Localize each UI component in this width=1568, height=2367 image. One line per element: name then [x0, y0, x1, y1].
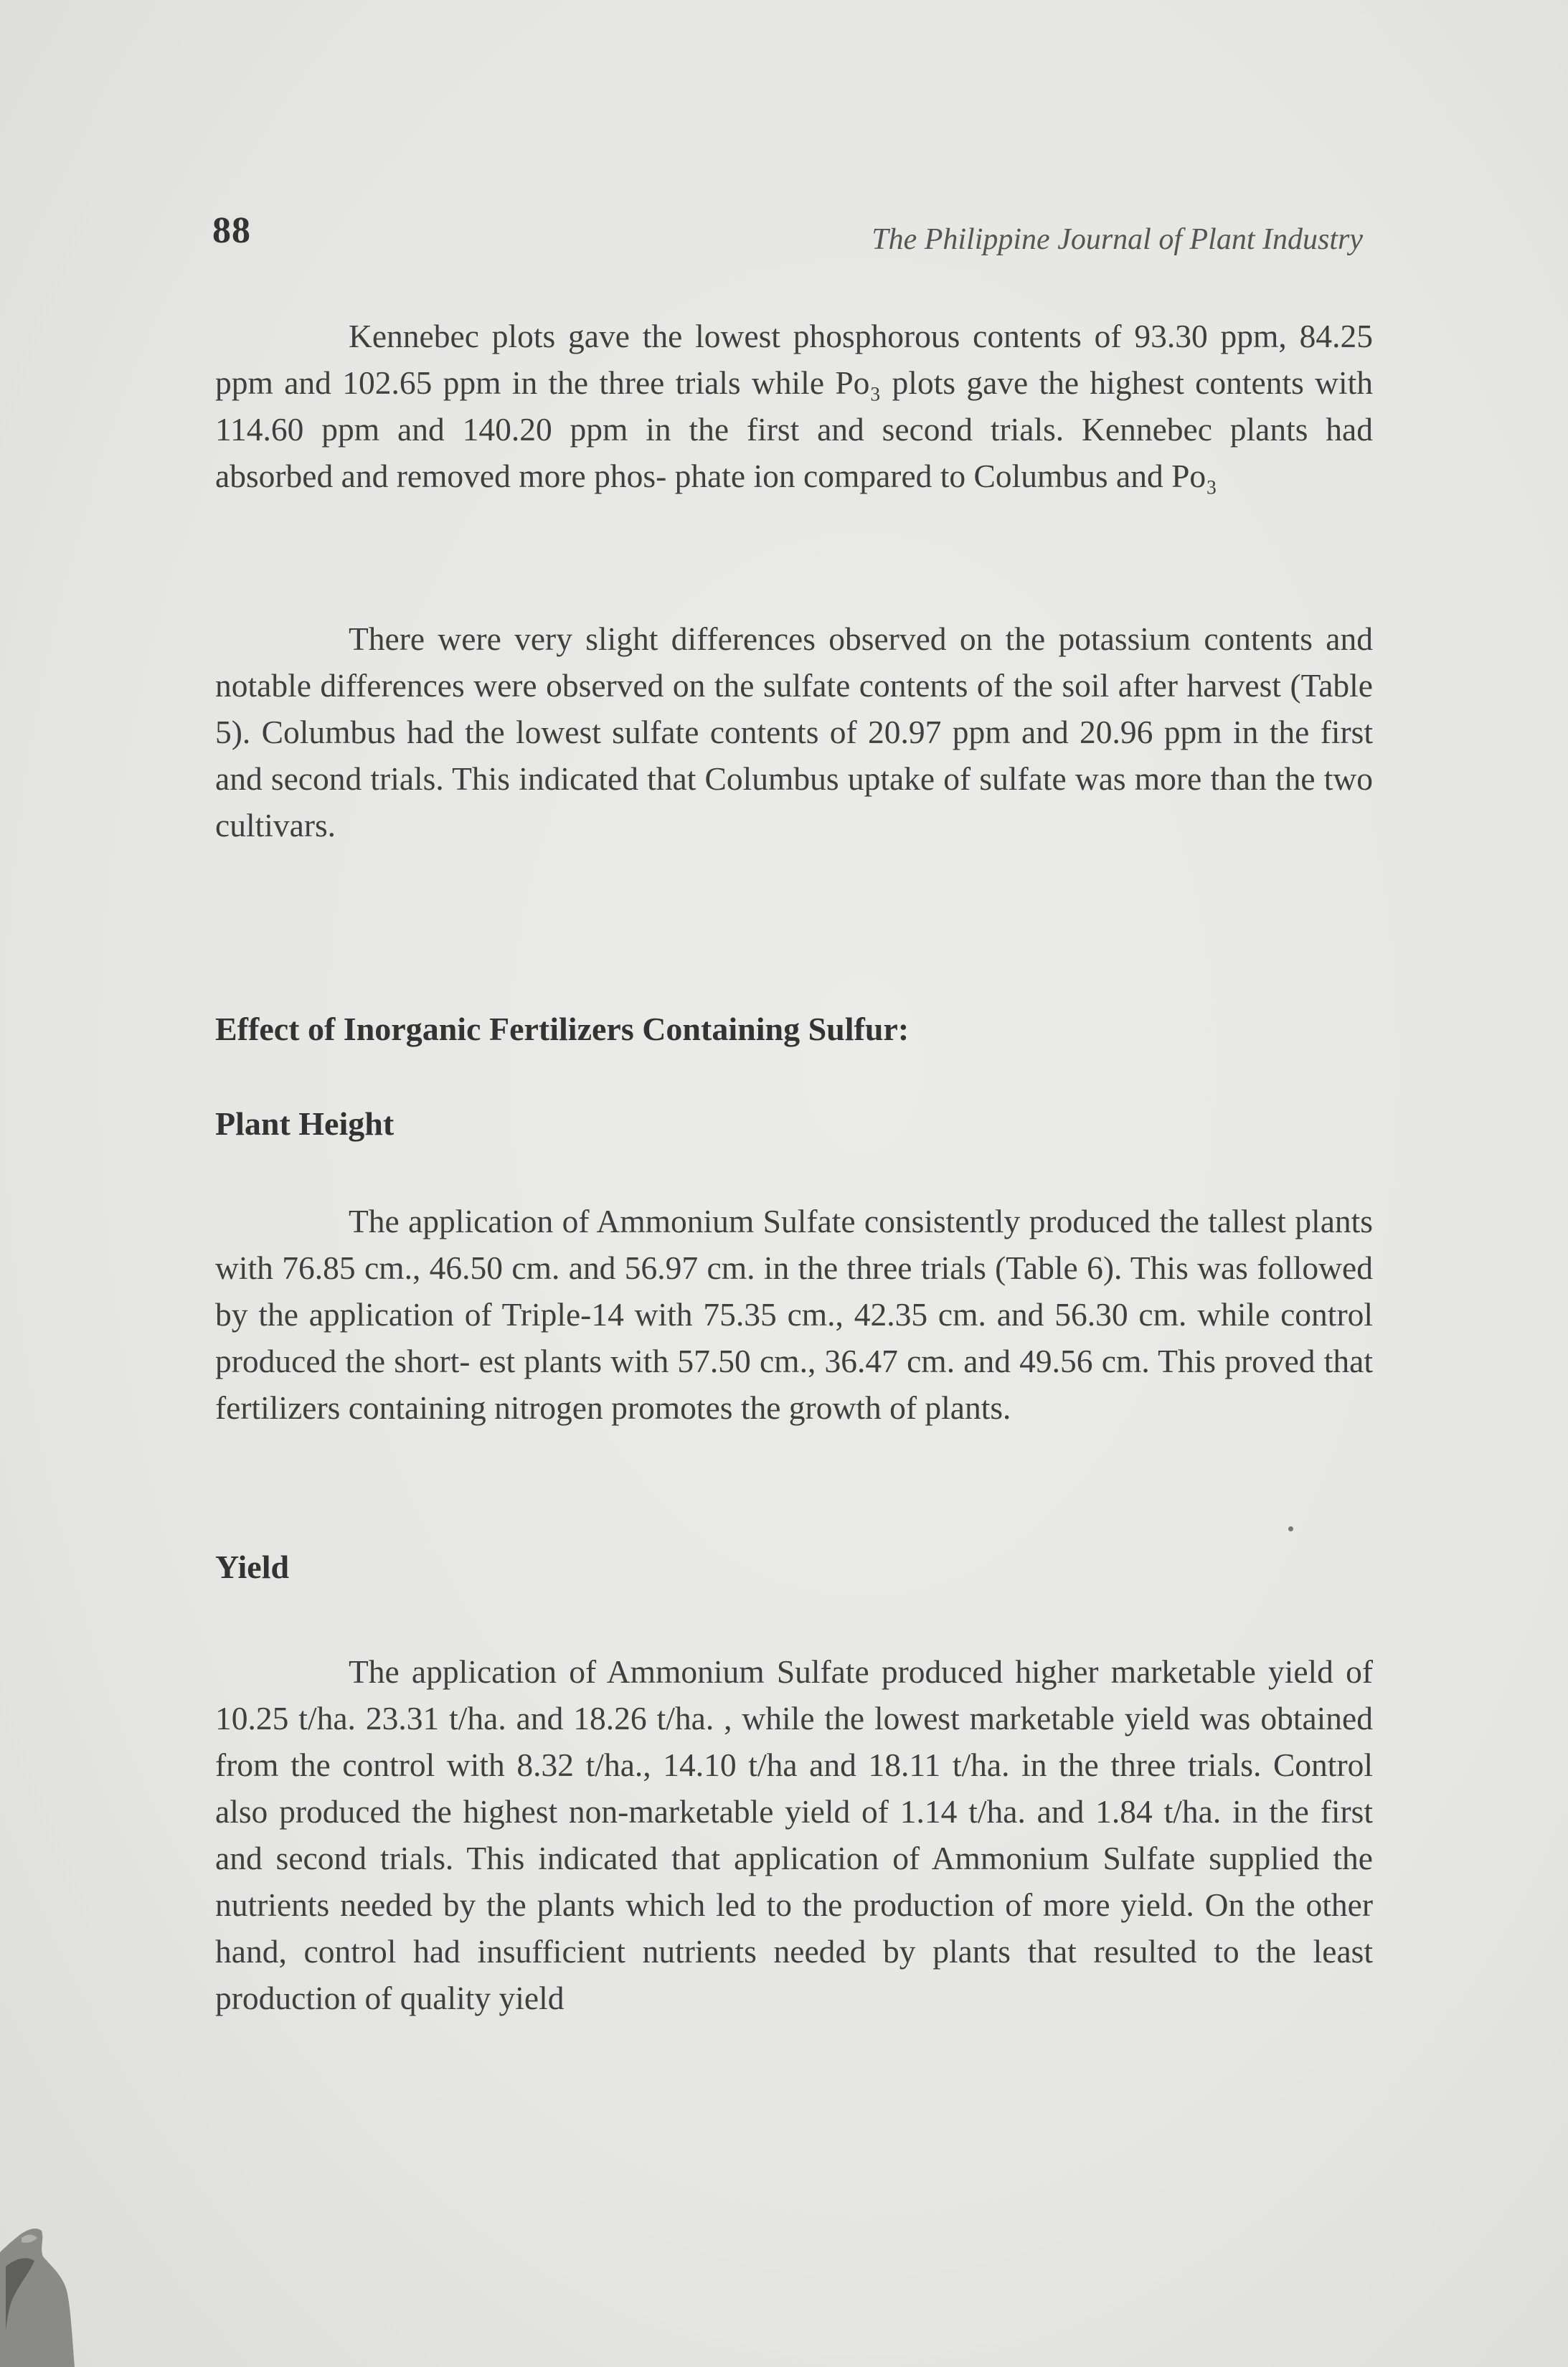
page-number: 88: [212, 210, 251, 251]
subheading-plant-height: Plant Height: [215, 1105, 395, 1142]
paragraph-potassium-sulfate: [215, 615, 1373, 849]
paragraph-phosphorous: [215, 313, 1373, 499]
scan-artifact-icon: [0, 2224, 79, 2367]
paragraph-text: The application of Ammonium Sulfate produced higher marketable yield of 10.25 t/ha. 23.31 t/ha. and 18.26 t/ha. , while the lowest marketable yield was obtained from the control with 8.32 t/ha., 14.10 t/ha and 18.11 t/ha. in the three trials. Control also produced the highest non-marketable yield of 1.14 t/ha. and 1.84 t/ha. in the first and second trials. This indicated that application of Ammonium Sulfate supplied the nutrients needed by the plants which led to the production of more yield. On the other hand, control had insufficient nutrients needed by plants that resulted to the least production of quality yield: [215, 1653, 1373, 2016]
running-head: The Philippine Journal of Plant Industry: [872, 223, 1363, 256]
paragraph-plant-height: [215, 1198, 1373, 1431]
paragraph-yield: [215, 1648, 1373, 2021]
stray-mark: [1288, 1526, 1293, 1531]
subheading-yield: Yield: [215, 1549, 290, 1585]
paragraph-text: Kennebec plots gave the lowest phosphorous contents of 93.30 ppm, 84.25 ppm and 102.65 ppm in the three trials while Po₃ plots gave the highest contents with 114.60 ppm and 140.20 ppm in the first and second trials. Kennebec plants had absorbed and removed more phos- phate ion compared to Columbus and Po₃: [215, 318, 1373, 494]
paragraph-text: The application of Ammonium Sulfate consistently produced the tallest plants with 76.85 cm., 46.50 cm. and 56.97 cm. in the three trials (Table 6). This was followed by the application of Triple-14 with 75.35 cm., 42.35 cm. and 56.30 cm. while control produced the short- est plants with 57.50 cm., 36.47 cm. and 49.56 cm. This proved that fertilizers containing nitrogen promotes the growth of plants.: [215, 1203, 1373, 1426]
paragraph-text: There were very slight differences observed on the potassium contents and notable differences were observed on the sulfate contents of the soil after harvest (Table 5). Columbus had the lowest sulfate contents of 20.97 ppm and 20.96 ppm in the first and second trials. This indicated that Columbus uptake of sulfate was more than the two cultivars.: [215, 620, 1373, 844]
section-heading: Effect of Inorganic Fertilizers Containing Sulfur:: [215, 1011, 910, 1047]
